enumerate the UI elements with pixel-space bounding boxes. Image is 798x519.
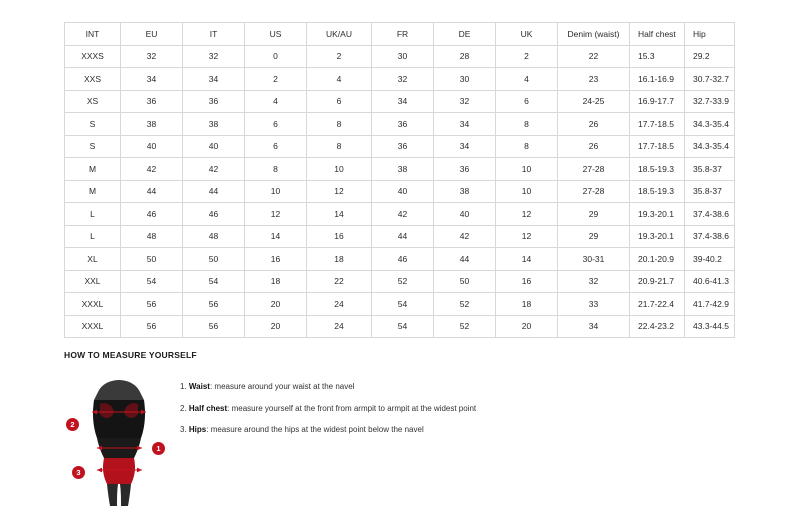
table-row (65, 135, 735, 158)
table-cell: 18.5-19.3 (630, 158, 685, 181)
table-cell: 56 (121, 315, 183, 338)
table-cell: 16.1-16.9 (630, 68, 685, 91)
table-cell: 14 (245, 225, 307, 248)
table-row (65, 90, 735, 113)
table-cell: 8 (496, 113, 558, 136)
table-cell: 56 (183, 293, 245, 316)
table-cell: 48 (183, 225, 245, 248)
table-cell: 28 (434, 45, 496, 68)
table-cell: 35.8-37 (685, 180, 735, 203)
table-cell: 8 (245, 158, 307, 181)
table-cell: 32 (434, 90, 496, 113)
table-row (65, 248, 735, 271)
size-chart-body (65, 45, 735, 338)
table-cell: 12 (496, 225, 558, 248)
how-to-measure-title: HOW TO MEASURE YOURSELF (64, 350, 197, 360)
table-cell: 43.3-44.5 (685, 315, 735, 338)
table-cell: 16 (307, 225, 372, 248)
table-header-cell: DE (434, 23, 496, 46)
mannequin-svg (64, 372, 174, 507)
table-header-cell: UK (496, 23, 558, 46)
table-cell: 54 (121, 270, 183, 293)
size-label-cell: XL (65, 248, 121, 271)
measure-instruction-text: : measure around the hips at the widest point below the navel (206, 425, 424, 435)
table-cell: 18 (245, 270, 307, 293)
table-cell: 14 (307, 203, 372, 226)
table-cell: 42 (434, 225, 496, 248)
table-cell: 6 (245, 135, 307, 158)
table-cell: 16 (245, 248, 307, 271)
size-label-cell: M (65, 158, 121, 181)
table-cell: 24 (307, 293, 372, 316)
table-cell: 37.4-38.6 (685, 203, 735, 226)
table-cell: 24-25 (558, 90, 630, 113)
table-cell: 8 (496, 135, 558, 158)
table-cell: 41.7-42.9 (685, 293, 735, 316)
table-cell: 34.3-35.4 (685, 135, 735, 158)
table-cell: 54 (372, 315, 434, 338)
table-cell: 12 (307, 180, 372, 203)
table-row (65, 225, 735, 248)
table-cell: 24 (307, 315, 372, 338)
table-cell: 8 (307, 135, 372, 158)
table-row (65, 68, 735, 91)
table-cell: 44 (121, 180, 183, 203)
table-header-cell: Hip (685, 23, 735, 46)
table-cell: 38 (434, 180, 496, 203)
table-cell: 38 (183, 113, 245, 136)
measure-instructions-list (180, 372, 476, 447)
table-cell: 46 (121, 203, 183, 226)
table-cell: 29 (558, 225, 630, 248)
measure-instruction-number: 3. (180, 425, 187, 435)
table-cell: 12 (496, 203, 558, 226)
table-cell: 4 (496, 68, 558, 91)
table-cell: 33 (558, 293, 630, 316)
table-cell: 2 (496, 45, 558, 68)
table-cell: 2 (245, 68, 307, 91)
table-cell: 34 (372, 90, 434, 113)
table-cell: 17.7-18.5 (630, 113, 685, 136)
table-cell: 56 (121, 293, 183, 316)
table-cell: 16.9-17.7 (630, 90, 685, 113)
how-to-measure-section (64, 350, 744, 507)
table-cell: 18.5-19.3 (630, 180, 685, 203)
table-cell: 21.7-22.4 (630, 293, 685, 316)
table-cell: 52 (434, 293, 496, 316)
table-cell: 20 (245, 293, 307, 316)
table-cell: 36 (183, 90, 245, 113)
size-chart-container (64, 22, 734, 338)
size-label-cell: XXL (65, 270, 121, 293)
table-cell: 30 (372, 45, 434, 68)
table-cell: 54 (372, 293, 434, 316)
table-row (65, 180, 735, 203)
size-label-cell: XXXL (65, 315, 121, 338)
table-cell: 6 (245, 113, 307, 136)
table-cell: 38 (372, 158, 434, 181)
size-label-cell: XS (65, 90, 121, 113)
table-cell: 42 (372, 203, 434, 226)
table-cell: 17.7-18.5 (630, 135, 685, 158)
size-label-cell: L (65, 225, 121, 248)
table-row (65, 158, 735, 181)
table-row (65, 270, 735, 293)
measure-instruction-term: Waist (188, 382, 210, 391)
table-cell: 2 (307, 45, 372, 68)
table-cell: 34 (558, 315, 630, 338)
table-cell: 37.4-38.6 (685, 225, 735, 248)
size-label-cell: XXS (65, 68, 121, 91)
table-cell: 23 (558, 68, 630, 91)
table-cell: 52 (434, 315, 496, 338)
table-cell: 40 (434, 203, 496, 226)
table-cell: 48 (121, 225, 183, 248)
measure-instruction-term: Hips (188, 425, 207, 435)
table-header-cell: US (245, 23, 307, 46)
table-cell: 19.3-20.1 (630, 203, 685, 226)
size-label-cell: S (65, 135, 121, 158)
table-row (65, 113, 735, 136)
table-cell: 35.8-37 (685, 158, 735, 181)
table-cell: 4 (307, 68, 372, 91)
table-cell: 4 (245, 90, 307, 113)
table-cell: 19.3-20.1 (630, 225, 685, 248)
table-cell: 20.1-20.9 (630, 248, 685, 271)
table-cell: 30 (434, 68, 496, 91)
table-cell: 10 (496, 180, 558, 203)
table-row (65, 203, 735, 226)
table-header-cell: Denim (waist) (558, 23, 630, 46)
table-cell: 10 (307, 158, 372, 181)
size-label-cell: L (65, 203, 121, 226)
measure-instruction-term: Half chest (188, 403, 228, 413)
table-cell: 40 (183, 135, 245, 158)
table-cell: 32 (372, 68, 434, 91)
table-cell: 44 (434, 248, 496, 271)
table-cell: 8 (307, 113, 372, 136)
table-cell: 30.7-32.7 (685, 68, 735, 91)
table-header-cell: EU (121, 23, 183, 46)
table-cell: 22 (558, 45, 630, 68)
table-cell: 15.3 (630, 45, 685, 68)
mannequin-illustration (64, 372, 174, 507)
measure-instruction-text: : measure around your waist at the navel (209, 382, 355, 391)
table-cell: 27-28 (558, 158, 630, 181)
table-cell: 44 (183, 180, 245, 203)
table-cell: 29.2 (685, 45, 735, 68)
table-cell: 6 (496, 90, 558, 113)
table-cell: 29 (558, 203, 630, 226)
table-cell: 12 (245, 203, 307, 226)
table-cell: 20.9-21.7 (630, 270, 685, 293)
table-cell: 36 (372, 113, 434, 136)
table-cell: 42 (121, 158, 183, 181)
table-cell: 50 (121, 248, 183, 271)
table-cell: 38 (121, 113, 183, 136)
table-cell: 52 (372, 270, 434, 293)
size-label-cell: M (65, 180, 121, 203)
table-cell: 34 (434, 113, 496, 136)
table-cell: 10 (245, 180, 307, 203)
size-label-cell: S (65, 113, 121, 136)
measure-instruction-number: 2. (180, 403, 187, 413)
table-cell: 26 (558, 113, 630, 136)
measure-badge-1: 1 (152, 442, 165, 455)
table-cell: 20 (245, 315, 307, 338)
table-header-cell: Half chest (630, 23, 685, 46)
table-cell: 50 (434, 270, 496, 293)
table-cell: 18 (307, 248, 372, 271)
table-cell: 36 (121, 90, 183, 113)
how-to-measure-body (64, 372, 744, 507)
table-cell: 36 (434, 158, 496, 181)
table-cell: 16 (496, 270, 558, 293)
table-cell: 34 (434, 135, 496, 158)
table-cell: 32.7-33.9 (685, 90, 735, 113)
measure-instruction (180, 382, 476, 392)
table-cell: 36 (372, 135, 434, 158)
table-cell: 0 (245, 45, 307, 68)
table-cell: 6 (307, 90, 372, 113)
measure-instruction (180, 425, 476, 435)
table-cell: 46 (372, 248, 434, 271)
table-cell: 22.4-23.2 (630, 315, 685, 338)
table-cell: 30-31 (558, 248, 630, 271)
size-label-cell: XXXS (65, 45, 121, 68)
measure-badge-3: 3 (72, 466, 85, 479)
table-cell: 10 (496, 158, 558, 181)
table-cell: 34 (121, 68, 183, 91)
table-cell: 34.3-35.4 (685, 113, 735, 136)
measure-badge-2: 2 (66, 418, 79, 431)
table-cell: 14 (496, 248, 558, 271)
table-cell: 40 (372, 180, 434, 203)
table-row (65, 315, 735, 338)
table-header-row (65, 23, 735, 46)
table-cell: 44 (372, 225, 434, 248)
table-cell: 40.6-41.3 (685, 270, 735, 293)
table-cell: 20 (496, 315, 558, 338)
table-cell: 27-28 (558, 180, 630, 203)
table-cell: 56 (183, 315, 245, 338)
table-header-cell: IT (183, 23, 245, 46)
measure-instruction-number: 1. (180, 382, 187, 391)
table-cell: 32 (558, 270, 630, 293)
table-header-cell: FR (372, 23, 434, 46)
table-row (65, 45, 735, 68)
measure-instruction-text: : measure yourself at the front from armpit to armpit at the widest point (227, 403, 477, 413)
table-cell: 42 (183, 158, 245, 181)
size-chart-table (64, 22, 735, 338)
table-cell: 39-40.2 (685, 248, 735, 271)
size-chart-head (65, 23, 735, 46)
table-cell: 18 (496, 293, 558, 316)
table-header-cell: INT (65, 23, 121, 46)
table-cell: 32 (121, 45, 183, 68)
table-cell: 34 (183, 68, 245, 91)
table-cell: 26 (558, 135, 630, 158)
table-row (65, 293, 735, 316)
table-cell: 50 (183, 248, 245, 271)
table-cell: 32 (183, 45, 245, 68)
measure-instruction (180, 404, 476, 414)
size-label-cell: XXXL (65, 293, 121, 316)
table-cell: 40 (121, 135, 183, 158)
table-cell: 54 (183, 270, 245, 293)
table-cell: 22 (307, 270, 372, 293)
table-header-cell: UK/AU (307, 23, 372, 46)
table-cell: 46 (183, 203, 245, 226)
